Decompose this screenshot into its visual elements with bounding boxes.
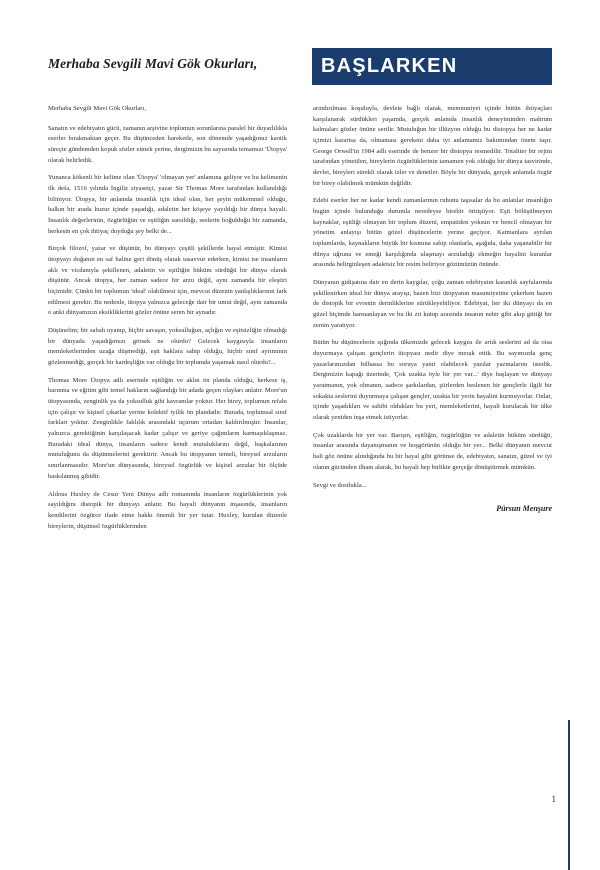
masthead [48, 40, 552, 86]
section-banner: BAŞLARKEN [312, 48, 552, 85]
paragraph: Sanatın ve edebiyatın gücü, zamanın arşivine toplumun sorunlarına paralel bir duyarlılıkla eserler bırakmaktan geçer. Bu düşünceden hareketle, son dönemde yaşadığımız kaotik süreçte gündemden kopuk sözler etmek yerine, dergimizin bu sayısında temamızı 'Ütopya' olarak belirledik. [48, 124, 287, 164]
paragraph: Yunanca kökenli bir kelime olan 'Ütopya' 'olmayan yer' anlamına geliyor ve bu kelimenin ilk defa, 1516 yılında İngiliz siyasetçi, yazar Sir Thomas More tarafından kullanıldığı biliniyor. Ütopya, bir anlamda insanlık için ideal olan, her şeyin mükemmel olduğu, halkın bir arada huzur içinde yaşadığı, adaletin her köşeye yayıldığı bir dünya hayali. İnsanlık değerlerinin, özgürlüğün ve eşitliğin sarsıldığı, seslerin boğulduğu bir zamanda, herkesin en çok ihtiyaç duyduğu şey belki de... [48, 174, 287, 235]
signature: Pürsun Menşure [496, 504, 552, 514]
paragraph: Dünyanın gidişatına dair en derin kaygılar, çoğu zaman edebiyatın karanlık sayfalarında şekillenirken ideal bir dünya arayışı, bazen bizi ütopyanın masumiyetine çekerken bazen de distopik bir evrenin derinliklerine sürükleyebiliyor. Edebiyat, her iki dünyayı da en güzel biçimde harmanlayan ve bu iki zıt kutup arasında insanın nehir gibi akıp gittiği bir zemin yaratıyor. [313, 279, 552, 329]
paragraph: Thomas More Ütopya adlı eserinde eşitliğin ve aklın ön planda olduğu, herkese iş, barınma ve eğitim gibi temel hakların sağlandığı bir adada geçen olayları anlatır. More'un ütopyasında, zenginlik ya da yoksulluk gibi kavramlar yoktur. Her birey, toplumun refahı için çalışır ve kişisel çıkarlar yerine kolektif iyilik ön plandadır. Burada, toplumsal sınıf farkları yoktur. Zenginlikle faklılık arasındaki uçurum ortadan kaldırılmıştır. İnsanlar, yalnızca gerektiğinin karşılaşacak kadar çalışır ve geriye çağımların karmaşıklaşmaz. Buradaki ideal dünya, insanların sadece kendi mutuluklarını değil, başkalarının mutuluğunu da düşünmelerini gerektirir. Ancak bu ütopyanın temeli, bireysel arzuların sınırlanmasıdır. More'un dünyasında, bireysel özgürlük ve kişisel arzular bir ölçüde baskılanmış gibidir. [48, 376, 287, 480]
page-number: 1 [551, 794, 556, 804]
decorative-rule [568, 720, 570, 870]
left-column [48, 104, 287, 539]
column-divider [301, 104, 302, 539]
paragraph: Birçok filozof, yazar ve düşünür, bu dünyayı çeşitli şekillerde hayal etmiştir. Kimisi ütopyayı doğanın en saf haline geri dönüş olarak tasavvur ederken, kimisi ise insanların aklı ve vicdanıyla şekillenen, adaletin ve eşitliğin hüküm sürdüğü bir dünya olarak düşünür. Ancak ütopya, her zaman sadece bir arzu değil, aynı zamanda bir eleştiri biçimidir. Çünkü bir toplumun 'ideal' olabilmesi için, mevcut düzenin yanlışlıklarının fark edilmesi gerekir. Bu nedenle, ütopya yalnızca geleceğe dair bir umut değil, aynı zamanda o anki dünyamızın eksikliklerini gözler önüne seren bir aynadır. [48, 245, 287, 317]
paragraph: arındırılması koşuluyla, devlete bağlı olarak, memnuniyet içinde bütün ihtiyaçları karşılanarak sürdükleri yaşamda, gerçek anlamda insanlık deneyiminden mahrum kalmaları gözler önüne serilir. Mutuluğun bir illüzyon olduğu bu distopya her ne kadar içimizi karartsa da, olmaması gerekeni daha iyi anlamamız bakımından önem taşır. George Orwell'in 1984 adlı eserinde de benzer bir distopya resmedilir. Totaliter bir rejim tarafından yönetilen, bireylerin özgürlüklerinin tamamen yok olduğu bir dünya tasvirinde, devlet, bireyleri sürekli olarak izler ve denetler. Böyle bir dünyada, gerçek anlamda özgür bir birey olabilmek mümkün değildir. [313, 105, 552, 187]
paragraph: Edebi eserler her ne kadar kendi zamanlarının ruhunu taşısalar da bu anlatılar insanlığın bugün içinde bulunduğu durumla neredeyse birebir örtüşüyor. Eşit bölüşülmeyen kaynaklar, eşitliği olmayan bir toplum düzeni, empatiden yoksun ve bencil olmayan bir yönetim anlayışı bütün gözel düşüncelerin yerine geçiyor. Katmanlara ayrılan toplumlarda, kaynakların büyük bir kısmına sahip olanlarla, aşağıda, daha yaşanabilir bir dünya uğruna ve emeği karşılığında ulaşmayı arzuladığı ekmeğin hayalini kuranlar arasında belirginleşen adaletsiz bir resim beliriyor gözümüzün önünde. [313, 197, 552, 269]
page-title: Merhaba Sevgili Mavi Gök Okurları, [48, 56, 258, 71]
article-columns [48, 104, 552, 539]
paragraph: Çok uzaklarda bir yer var. Barışın, eşitliğin, özgürlüğün ve adaletin hüküm sürdüğü, insanlar arasında dayanışmanın ve hoşgörünün olduğu bir yer... Belki dünyanın mevcut hali göz önüne alındığında bu bir hayal gibi görünse de, edebiyatın, sanatın, güzel ve iyi olanın gücünden ilham alarak, bu hayali hep birlikte gerçeğe dönüştürmek mümkün. [313, 431, 552, 471]
right-column [313, 104, 552, 539]
paragraph: Aldous Huxley de Cesur Yeni Dünya adlı romanında insanların özgürlüklerinin yok sayıldığını distopik bir dünyayı anlatır. Bu hayali dünyanın inşasında, insanların kendilerini özgürce ifade etme hakkı önemli bir yer tutar. Huxley, kurulan düzenle bireylerin, düşünsel özgürlüklerinden [48, 490, 287, 530]
closing-line: Sevgi ve dostlukla... [313, 481, 367, 489]
paragraph: Bütün bu düşüncelerin ışığında ülkemizde gelecek kaygısı ile artık seslerini ad da oisa duyurmaya çalışan gençlerin ütopyası nedir diye merak ettik. Bu sayımızda genç yazarlarımızdan bilhassa bu soruya yanıt olabilecek yazılar yazmalarını istedik. Dergimizin kapağı üzerinde, 'Çok uzakta öyle bir yer var...' diye başlayan ve dünyayı yaratmanın, yok olmanın, sadece şarkılardan, şiirlerden beslenen bir gençlerle ilgili bir sokakta seslerini duyurmaya çalışan gençler, uzakta bir yerin hayalini kurmuyorlar. Onlar, içinde yaşadıkları ve sahibi oldukları bu yeri, memleketlerini, hayali kurulacak bir ülke olarak yeniden inşa etmek istiyorlar. [313, 339, 552, 422]
paragraph: Merhaba Sevgili Mavi Gök Okurları, [48, 105, 146, 112]
paragraph: Düşünelim; bir sabah uyanıp, hiçbir savaşın, yoksulluğun, açlığın ve eşitsizliğin olmadığı bir dünyada yaşadığımızı görsek ne olurdu? Gelecek kaygısıyla insanların memleketlerinden uzağa düşmediği, eşit haklara sahip olduğu, hiçbir sınıf ayrımının gözlenmediği, gerçek bir kardeşliğin var olduğu bir toplumda yaşamak nasıl olurdu?... [48, 327, 287, 367]
